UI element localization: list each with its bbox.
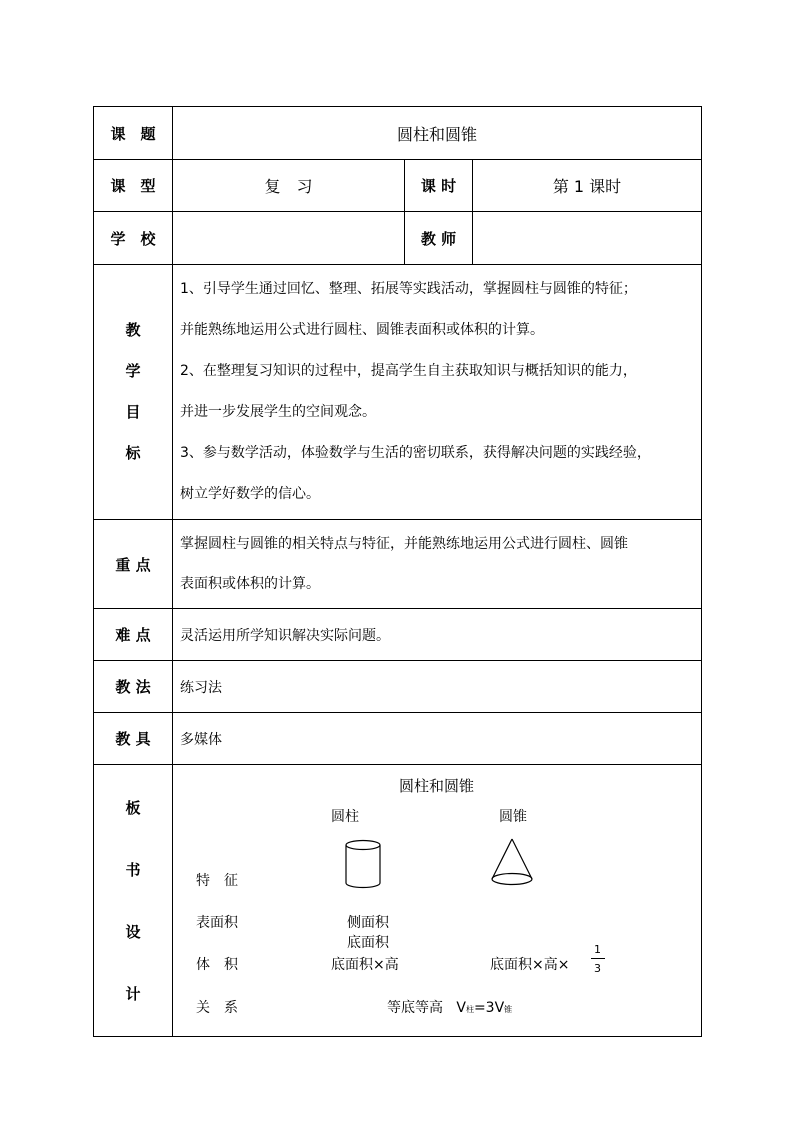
relation-v: V	[456, 1000, 466, 1016]
topic-value: 圆柱和圆锥	[173, 107, 702, 160]
cylinder-base-area: 底面积	[347, 935, 389, 951]
fraction-bar	[591, 958, 605, 959]
relation-equals: =3V	[473, 1000, 505, 1016]
key-points-label: 重 点	[94, 520, 173, 609]
cylinder-lateral-area: 侧面积	[347, 915, 389, 931]
board-row-surface: 表面积	[196, 915, 238, 931]
relation-sub-cone: 锥	[504, 1005, 513, 1014]
objective-line: 2、在整理复习知识的过程中，提高学生自主获取知识与概括知识的能力，	[180, 363, 637, 379]
objective-line: 并进一步发展学生的空间观念。	[180, 404, 376, 420]
objective-line: 并能熟练地运用公式进行圆柱、圆锥表面积或体积的计算。	[180, 322, 544, 338]
teacher-label: 教 师	[405, 212, 473, 265]
fraction-denominator: 3	[594, 962, 601, 975]
fraction-numerator: 1	[594, 943, 601, 956]
lesson-plan-table	[93, 106, 702, 1037]
board-label-char: 计	[125, 984, 141, 1003]
method-label: 教 法	[94, 661, 173, 713]
objective-line: 树立学好数学的信心。	[180, 486, 320, 502]
lesson-type-value: 复 习	[173, 160, 405, 212]
board-label-char: 板	[125, 798, 141, 817]
board-label-char: 设	[125, 922, 141, 941]
tools-text: 多媒体	[173, 713, 702, 765]
objectives-label	[94, 265, 173, 520]
objective-line: 3、参与数学活动，体验数学与生活的密切联系，获得解决问题的实践经验，	[180, 445, 651, 461]
board-row-relation: 关 系	[196, 1000, 238, 1016]
key-point-line: 表面积或体积的计算。	[180, 576, 320, 592]
relation-condition: 等底等高	[387, 1000, 443, 1016]
objectives-label-char: 教	[125, 321, 141, 339]
board-title: 圆柱和圆锥	[399, 777, 475, 795]
objective-line: 1、引导学生通过回忆、整理、拓展等实践活动，掌握圆柱与圆锥的特征；	[180, 281, 637, 297]
method-text: 练习法	[173, 661, 702, 713]
board-row-volume: 体 积	[196, 957, 238, 973]
board-col-cylinder: 圆柱	[331, 809, 359, 825]
board-design-content	[173, 765, 702, 1037]
board-canvas	[173, 765, 701, 1035]
teacher-value	[473, 212, 702, 265]
lesson-type-label: 课 型	[94, 160, 173, 212]
school-label: 学 校	[94, 212, 173, 265]
key-points-content	[173, 520, 702, 609]
board-col-cone: 圆锥	[499, 809, 527, 825]
period-label: 课 时	[405, 160, 473, 212]
key-point-line: 掌握圆柱与圆锥的相关特点与特征，并能熟练地运用公式进行圆柱、圆锥	[180, 536, 628, 552]
relation-text	[387, 997, 512, 1017]
cylinder-volume-formula: 底面积×高	[331, 957, 399, 973]
topic-label: 课 题	[94, 107, 173, 160]
relation-sub-cylinder: 柱	[465, 1005, 474, 1014]
board-row-feature: 特 征	[196, 873, 238, 889]
objectives-label-char: 学	[125, 362, 141, 380]
tools-label: 教 具	[94, 713, 173, 765]
cone-icon	[489, 837, 535, 889]
objectives-content	[173, 265, 702, 520]
cone-volume-formula: 底面积×高×	[490, 957, 570, 973]
board-label-char: 书	[125, 860, 141, 879]
school-value	[173, 212, 405, 265]
difficulty-text: 灵活运用所学知识解决实际问题。	[173, 609, 702, 661]
objectives-label-char: 标	[125, 444, 141, 462]
period-value: 第 1 课时	[473, 160, 702, 212]
board-design-label	[94, 765, 173, 1037]
difficulty-label: 难 点	[94, 609, 173, 661]
objectives-label-char: 目	[125, 403, 141, 421]
cylinder-icon	[343, 839, 383, 891]
